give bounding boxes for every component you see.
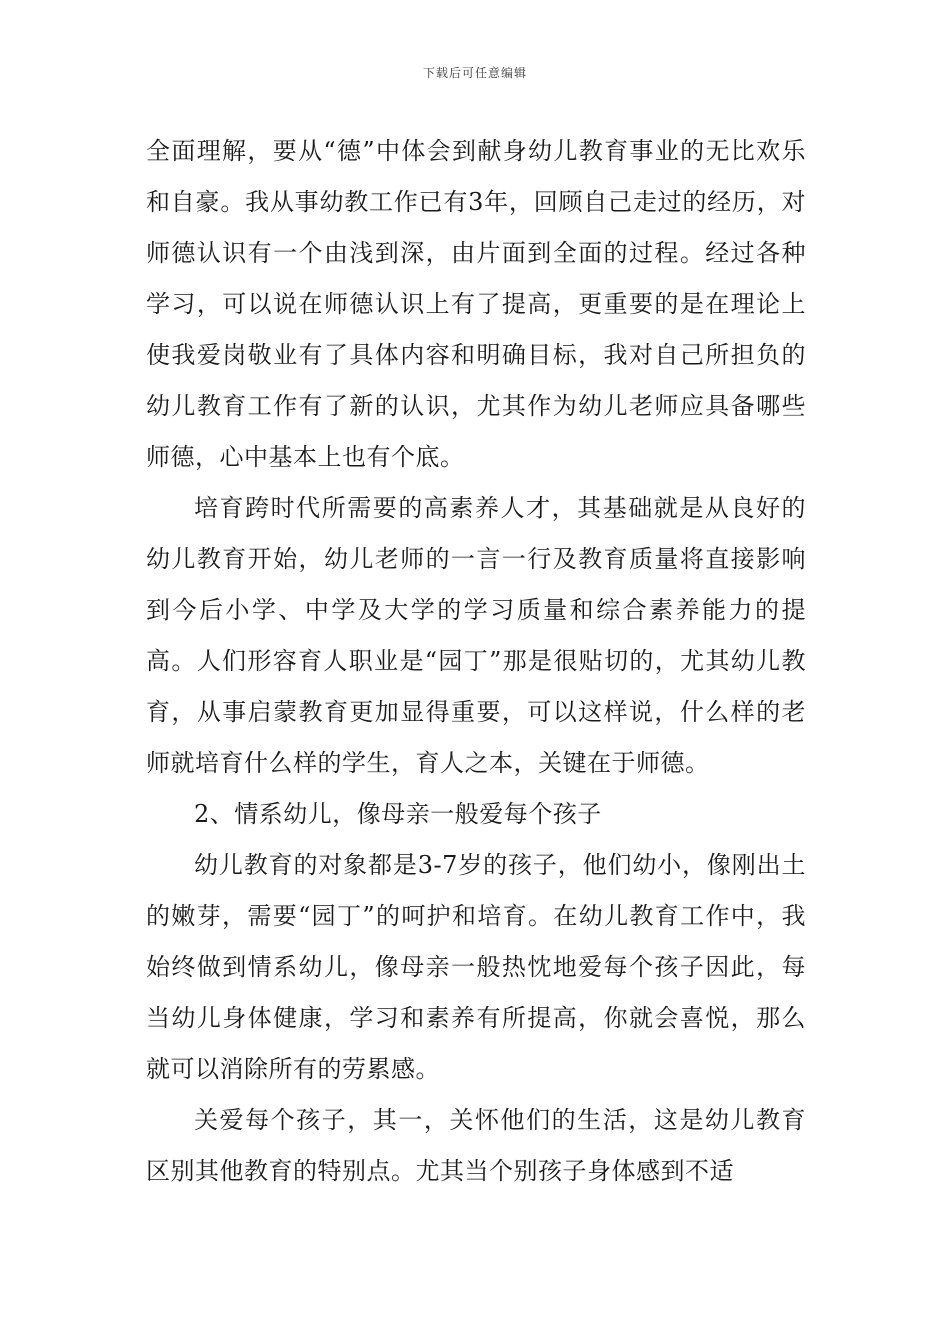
document-body	[146, 126, 806, 1197]
paragraph-2: 培育跨时代所需要的高素养人才，其基础就是从良好的幼儿教育开始，幼儿老师的一言一行及教育质量将直接影响到今后小学、中学及大学的学习质量和综合素养能力的提高。人们形容育人职业是“园丁”那是很贴切的，尤其幼儿教育，从事启蒙教育更加显得重要，可以这样说，什么样的老师就培育什么样的学生，育人之本，关键在于师德。	[146, 494, 806, 777]
paragraph-1: 全面理解，要从“德”中体会到献身幼儿教育事业的无比欢乐和自豪。我从事幼教工作已有3年，回顾自己走过的经历，对师德认识有一个由浅到深，由片面到全面的过程。经过各种学习，可以说在师德认识上有了提高，更重要的是在理论上使我爱岗敬业有了具体内容和明确目标，我对自己所担负的幼儿教育工作有了新的认识，尤其作为幼儿老师应具备哪些师德，心中基本上也有个底。	[146, 137, 806, 471]
paragraph-3: 幼儿教育的对象都是3-7岁的孩子，他们幼小，像刚出土的嫩芽，需要“园丁”的呵护和培育。在幼儿教育工作中，我始终做到情系幼儿，像母亲一般热忱地爱每个孩子因此，每当幼儿身体健康，学习和素养有所提高，你就会喜悦，那么就可以消除所有的劳累感。	[146, 851, 806, 1083]
header-note: 下载后可任意编辑	[422, 66, 527, 80]
paragraph-4: 关爱每个孩子，其一，关怀他们的生活，这是幼儿教育区别其他教育的特别点。尤其当个别孩子身体感到不适	[146, 1106, 806, 1185]
section-heading: 2、情系幼儿，像母亲一般爱每个孩子	[194, 800, 602, 828]
